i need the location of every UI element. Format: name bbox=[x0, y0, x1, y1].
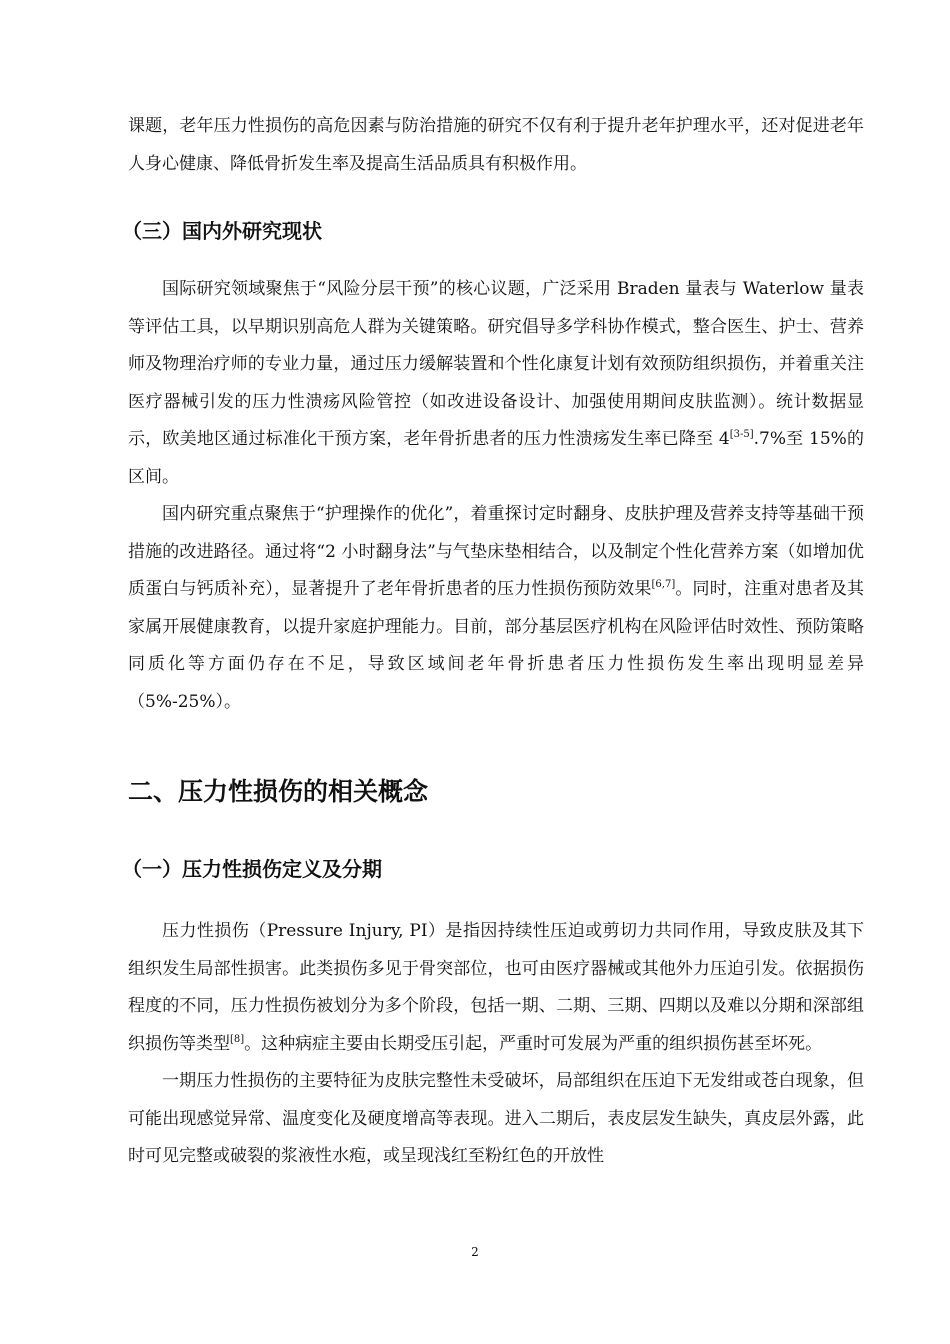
definition-heading: （一）压力性损伤定义及分期 bbox=[122, 857, 382, 881]
paragraph-text: .7%至 15%的区间。 bbox=[128, 429, 865, 487]
citation-ref: [8] bbox=[230, 1033, 245, 1045]
intro-paragraph: 课题，老年压力性损伤的高危因素与防治措施的研究不仅有利于提升老年护理水平，还对促进老年人身心健康、降低骨折发生率及提高生活品质具有积极作用。 bbox=[128, 116, 864, 174]
citation-ref: [6,7] bbox=[651, 579, 676, 590]
document-page bbox=[122, 108, 865, 1176]
paragraph-text: 。这种病症主要由长期受压引起，严重时可发展为严重的组织损伤甚至坏死。 bbox=[244, 1033, 823, 1054]
international-research-paragraph bbox=[128, 271, 864, 496]
chapter-heading: 二、压力性损伤的相关概念 bbox=[128, 777, 429, 806]
research-status-heading: （三）国内外研究现状 bbox=[122, 219, 322, 243]
paragraph-text: 。同时，注重对患者及其家属开展健康教育，以提升家庭护理能力。目前，部分基层医疗机构在风险评估时效性、预防策略同质化等方面仍存在不足，导致区域间老年骨折患者压力性损伤发生率出现明显差异（5%-25%）。 bbox=[128, 579, 865, 712]
page-number: 2 bbox=[471, 1245, 479, 1259]
paragraph-text: 国内研究重点聚焦于“护理操作的优化”，着重探讨定时翻身、皮肤护理及营养支持等基础干预措施的改进路径。通过将“2 小时翻身法”与气垫床垫相结合，以及制定个性化营养方案（如增加优质蛋白与钙质补充），显著提升了老年骨折患者的压力性损伤预防效果 bbox=[128, 504, 864, 599]
paragraph-text: 压力性损伤（Pressure Injury, PI）是指因持续性压迫或剪切力共同作用，导致皮肤及其下组织发生局部性损害。此类损伤多见于骨突部位，也可由医疗器械或其他外力压迫引发。依据损伤程度的不同，压力性损伤被划分为多个阶段，包括一期、二期、三期、四期以及难以分期和深部组织损伤等类型 bbox=[128, 921, 864, 1054]
domestic-research-paragraph bbox=[128, 496, 864, 721]
stage-description-paragraph: 一期压力性损伤的主要特征为皮肤完整性未受破坏，局部组织在压迫下无发绀或苍白现象，但可能出现感觉异常、温度变化及硬度增高等表现。进入二期后，表皮层发生缺失，真皮层外露，此时可见完整或破裂的浆液性水疱，或呈现浅红至粉红色的开放性 bbox=[128, 1071, 864, 1166]
paragraph-text: 国际研究领域聚焦于“风险分层干预”的核心议题，广泛采用 Braden 量表与 Waterlow 量表等评估工具，以早期识别高危人群为关键策略。研究倡导多学科协作模式，整合医生、护士、营养师及物理治疗师的专业力量，通过压力缓解装置和个性化康复计划有效预防组织损伤，并着重关注医疗器械引发的压力性溃疡风险管控（如改进设备设计、加强使用期间皮肤监测）。统计数据显示，欧美地区通过标准化干预方案，老年骨折患者的压力性溃疡发生率已降至 4 bbox=[128, 279, 864, 449]
definition-paragraph bbox=[128, 913, 864, 1063]
citation-ref: [3-5] bbox=[729, 429, 754, 440]
